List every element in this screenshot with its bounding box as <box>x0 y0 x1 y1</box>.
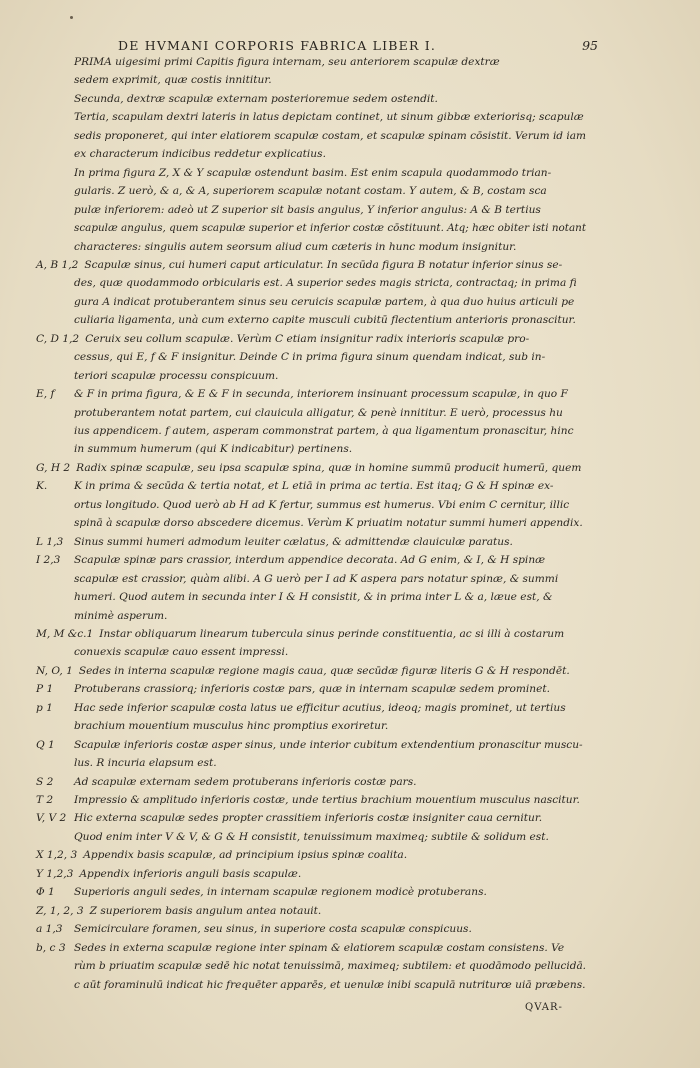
text-line <box>0 423 700 440</box>
text-line <box>0 829 700 846</box>
text-line <box>0 644 700 661</box>
marginal-key: Q 1 <box>36 738 55 751</box>
text-line <box>0 109 700 126</box>
text-line <box>0 921 700 938</box>
marginal-key: V, V 2 <box>36 812 67 825</box>
marginal-key: N, O, 1 <box>36 664 73 677</box>
text-line <box>0 294 700 311</box>
text-line <box>0 257 700 274</box>
text-line <box>0 239 700 256</box>
line-text: Scapulæ inferioris costæ asper sinus, unde interior cubitum extendentium pronascitur muscu- <box>74 738 583 751</box>
text-line <box>0 497 700 514</box>
line-text: scapulæ angulus, quem scapulæ superior et inferior costæ cōstituunt. Atq; hæc obiter isti notant <box>74 222 587 235</box>
line-text: sedis proponeret, qui inter elatiorem scapulæ costam, et scapulæ spinam cōsistit. Verum id iam <box>74 129 586 142</box>
text-line <box>0 884 700 901</box>
marginal-key: Φ 1 <box>36 886 55 899</box>
line-text: Quod enim inter V & V, & G & H consistit, tenuissimum maximeq; subtile & solidum est. <box>74 830 549 843</box>
marginal-key: M, M &c.1 <box>36 627 94 640</box>
text-line <box>0 626 700 643</box>
text-line <box>0 515 700 532</box>
text-line <box>0 534 700 551</box>
line-text: characteres: singulis autem seorsum aliud cum cæteris in hunc modum insignitur. <box>74 240 517 253</box>
line-text: pulæ inferiorem: adeò ut Z superior sit basis angulus, Y inferior angulus: A & B tertius <box>74 203 541 216</box>
line-text: Hic externa scapulæ sedes propter crassitiem inferioris costæ insigniter caua cernitur. <box>74 812 543 825</box>
text-line <box>0 441 700 458</box>
marginal-key: b, c 3 <box>36 941 66 954</box>
text-line <box>0 774 700 791</box>
line-text: scapulæ est crassior, quàm alibi. A G uerò per I ad K aspera pars notatur spinæ, & summi <box>74 572 559 585</box>
text-line <box>0 54 700 71</box>
line-text: Protuberans crassiorq; inferioris costæ pars, quæ in internam scapulæ sedem prominet. <box>74 683 550 696</box>
line-text: in summum humerum (qui K indicabitur) pertinens. <box>74 443 353 456</box>
marginal-key: P 1 <box>36 683 54 696</box>
line-text: Scapulæ spinæ pars crassior, interdum appendice decorata. Ad G enim, & I, & H spinæ <box>74 554 546 567</box>
text-line <box>0 589 700 606</box>
text-line <box>0 700 700 717</box>
text-line <box>0 386 700 403</box>
text-line <box>0 940 700 957</box>
marginal-key: X 1,2, 3 <box>36 849 78 862</box>
marginal-key: C, D 1,2 <box>36 332 80 345</box>
marginal-key: G, H 2 <box>36 461 71 474</box>
line-text: Secunda, dextræ scapulæ externam posterioremue sedem ostendit. <box>74 92 438 105</box>
text-line <box>0 202 700 219</box>
text-line <box>0 571 700 588</box>
text-line <box>0 460 700 477</box>
text-line <box>0 866 700 883</box>
marginal-key: E, f <box>36 388 55 401</box>
marginal-key: Z, 1, 2, 3 <box>36 904 84 917</box>
line-text: Ad scapulæ externam sedem protuberans inferioris costæ pars. <box>74 775 417 788</box>
line-text: Superioris anguli sedes, in internam scapulæ regionem modicè protuberans. <box>74 886 487 899</box>
line-text: PRIMA uigesimi primi Capitis figura internam, seu anteriorem scapulæ dextræ <box>74 56 500 68</box>
line-text: cessus, qui E, f & F insignitur. Deinde C in prima figura sinum quendam indicat, sub in- <box>74 351 546 364</box>
line-text: minimè asperum. <box>74 609 168 622</box>
text-line <box>0 792 700 809</box>
text-line <box>0 847 700 864</box>
line-text: teriori scapulæ processu conspicuum. <box>74 369 279 382</box>
line-text: spinā à scapulæ dorso abscedere dicemus. Verùm K priuatim notatur summi humeri appendix. <box>74 517 583 530</box>
text-line <box>0 755 700 772</box>
line-text: Ceruix seu collum scapulæ. Verùm C etiam insignitur radix interioris scapulæ pro- <box>85 332 530 345</box>
running-header <box>118 38 598 53</box>
text-line <box>0 810 700 827</box>
text-line <box>0 608 700 625</box>
text-line <box>0 977 700 994</box>
marginal-key: Y 1,2,3 <box>36 867 74 880</box>
catchword: QVAR- <box>525 1002 563 1013</box>
text-line <box>0 718 700 735</box>
line-text: Impressio & amplitudo inferioris costæ, unde tertius brachium mouentium musculus nascitur. <box>74 794 580 806</box>
marginal-key: K. <box>36 480 48 493</box>
text-line <box>0 405 700 422</box>
line-text: rùm b priuatim scapulæ sedē hic notat tenuissimā, maximeq; subtilem: et quodāmodo pellucidā. <box>74 960 587 973</box>
line-text: & F in prima figura, & E & F in secunda, interiorem insinuant processum scapulæ, in quo F <box>74 388 568 401</box>
line-text: lus. R incuria elapsum est. <box>74 757 217 770</box>
line-text: Sedes in interna scapulæ regione magis caua, quæ secūdæ figuræ literis G & H respondēt. <box>78 664 570 677</box>
text-line <box>0 72 700 89</box>
text-line <box>0 128 700 145</box>
line-text: Sinus summi humeri admodum leuiter cælatus, & admittendæ clauiculæ paratus. <box>74 535 513 548</box>
text-line <box>0 349 700 366</box>
line-text: ortus longitudo. Quod uerò ab H ad K fertur, summus est humerus. Vbi enim C cernitur, illic <box>74 498 570 511</box>
text-line <box>0 737 700 754</box>
text-line <box>0 146 700 163</box>
text-line <box>0 220 700 237</box>
page-number: 95 <box>582 38 598 53</box>
header-title: DE HVMANI CORPORIS FABRICA LIBER I. <box>118 38 437 53</box>
line-text: gularis. Z uerò, & a, & A, superiorem scapulæ notant costam. Y autem, & B, costam sca <box>74 185 547 198</box>
line-text: culiaria ligamenta, unà cum externo capite musculi cubitū flectentium anterioris pronascitur. <box>74 314 576 327</box>
line-text: c aūt foraminulū indicat hic frequēter apparēs, et uenulæ inibi scapulā nutriturœ uiā præbens. <box>74 978 586 991</box>
line-text: brachium mouentium musculus hinc promptius exoriretur. <box>74 720 389 733</box>
line-text: Appendix inferioris anguli basis scapulæ. <box>79 867 302 880</box>
line-text: Z superiorem basis angulum antea notauit. <box>89 904 322 917</box>
text-line <box>0 478 700 495</box>
text-line <box>0 91 700 108</box>
line-text: sedem exprimit, quæ costis innititur. <box>74 74 272 87</box>
line-text: Scapulæ sinus, cui humeri caput articulatur. In secūda figura B notatur inferior sinus se- <box>84 258 563 271</box>
text-line <box>0 663 700 680</box>
marginal-key: a 1,3 <box>36 923 63 936</box>
marginal-key: p 1 <box>36 701 53 714</box>
marginal-key: T 2 <box>36 794 54 806</box>
text-line <box>0 552 700 569</box>
marginal-key: I 2,3 <box>36 554 61 567</box>
line-text: Instar obliquarum linearum tubercula sinus perinde constituentia, ac si illi à costarum <box>99 627 565 640</box>
line-text: gura A indicat protuberantem sinus seu ceruicis scapulæ partem, à qua duo huius articuli pe <box>74 295 575 308</box>
marginal-key: L 1,3 <box>36 535 64 548</box>
ink-speck <box>70 16 73 19</box>
line-text: protuberantem notat partem, cui clauicula alligatur, & penè innititur. E uerò, processus hu <box>74 406 563 419</box>
line-text: Radix spinæ scapulæ, seu ipsa scapulæ spina, quæ in homine summū producit humerū, quem <box>76 461 582 474</box>
text-line <box>0 165 700 182</box>
line-text: In prima figura Z, X & Y scapulæ ostendunt basim. Est enim scapula quodammodo trian- <box>74 166 552 179</box>
line-text: Appendix basis scapulæ, ad principium ipsius spinæ coalita. <box>83 849 408 862</box>
line-text: humeri. Quod autem in secunda inter I & H consistit, & in prima inter L & a, læue est, & <box>74 591 553 604</box>
text-line <box>0 958 700 975</box>
text-line <box>0 368 700 385</box>
text-line <box>0 312 700 329</box>
marginal-key: A, B 1,2 <box>36 258 79 271</box>
text-line <box>0 183 700 200</box>
text-line <box>0 903 700 920</box>
text-line <box>0 331 700 348</box>
text-line <box>0 275 700 292</box>
line-text: ius appendicem. f autem, asperam commonstrat partem, à qua ligamentum pronascitur, hinc <box>74 425 574 437</box>
line-text: Semicirculare foramen, seu sinus, in superiore costa scapulæ conspicuus. <box>74 923 472 936</box>
line-text: K in prima & secūda & tertia notat, et L etiā in prima ac tertia. Est itaq; G & H spinæ ex- <box>74 480 554 493</box>
line-text: Tertia, scapulam dextri lateris in latus depictam continet, ut sinum gibbæ exteriorisq; scapulæ <box>74 111 584 124</box>
line-text: conuexis scapulæ cauo essent impressi. <box>74 646 289 659</box>
marginal-key: S 2 <box>36 775 54 788</box>
line-text: des, quæ quodammodo orbicularis est. A superior sedes magis stricta, contractaq; in prima fi <box>74 277 577 290</box>
line-text: Sedes in externa scapulæ regione inter spinam & elatiorem scapulæ costam consistens. Ve <box>74 941 565 954</box>
text-line <box>0 681 700 698</box>
line-text: ex characterum indicibus reddetur explicatius. <box>74 148 326 161</box>
line-text: Hac sede inferior scapulæ costa latus ue efficitur acutius, ideoq; magis prominet, ut tertius <box>74 701 566 714</box>
